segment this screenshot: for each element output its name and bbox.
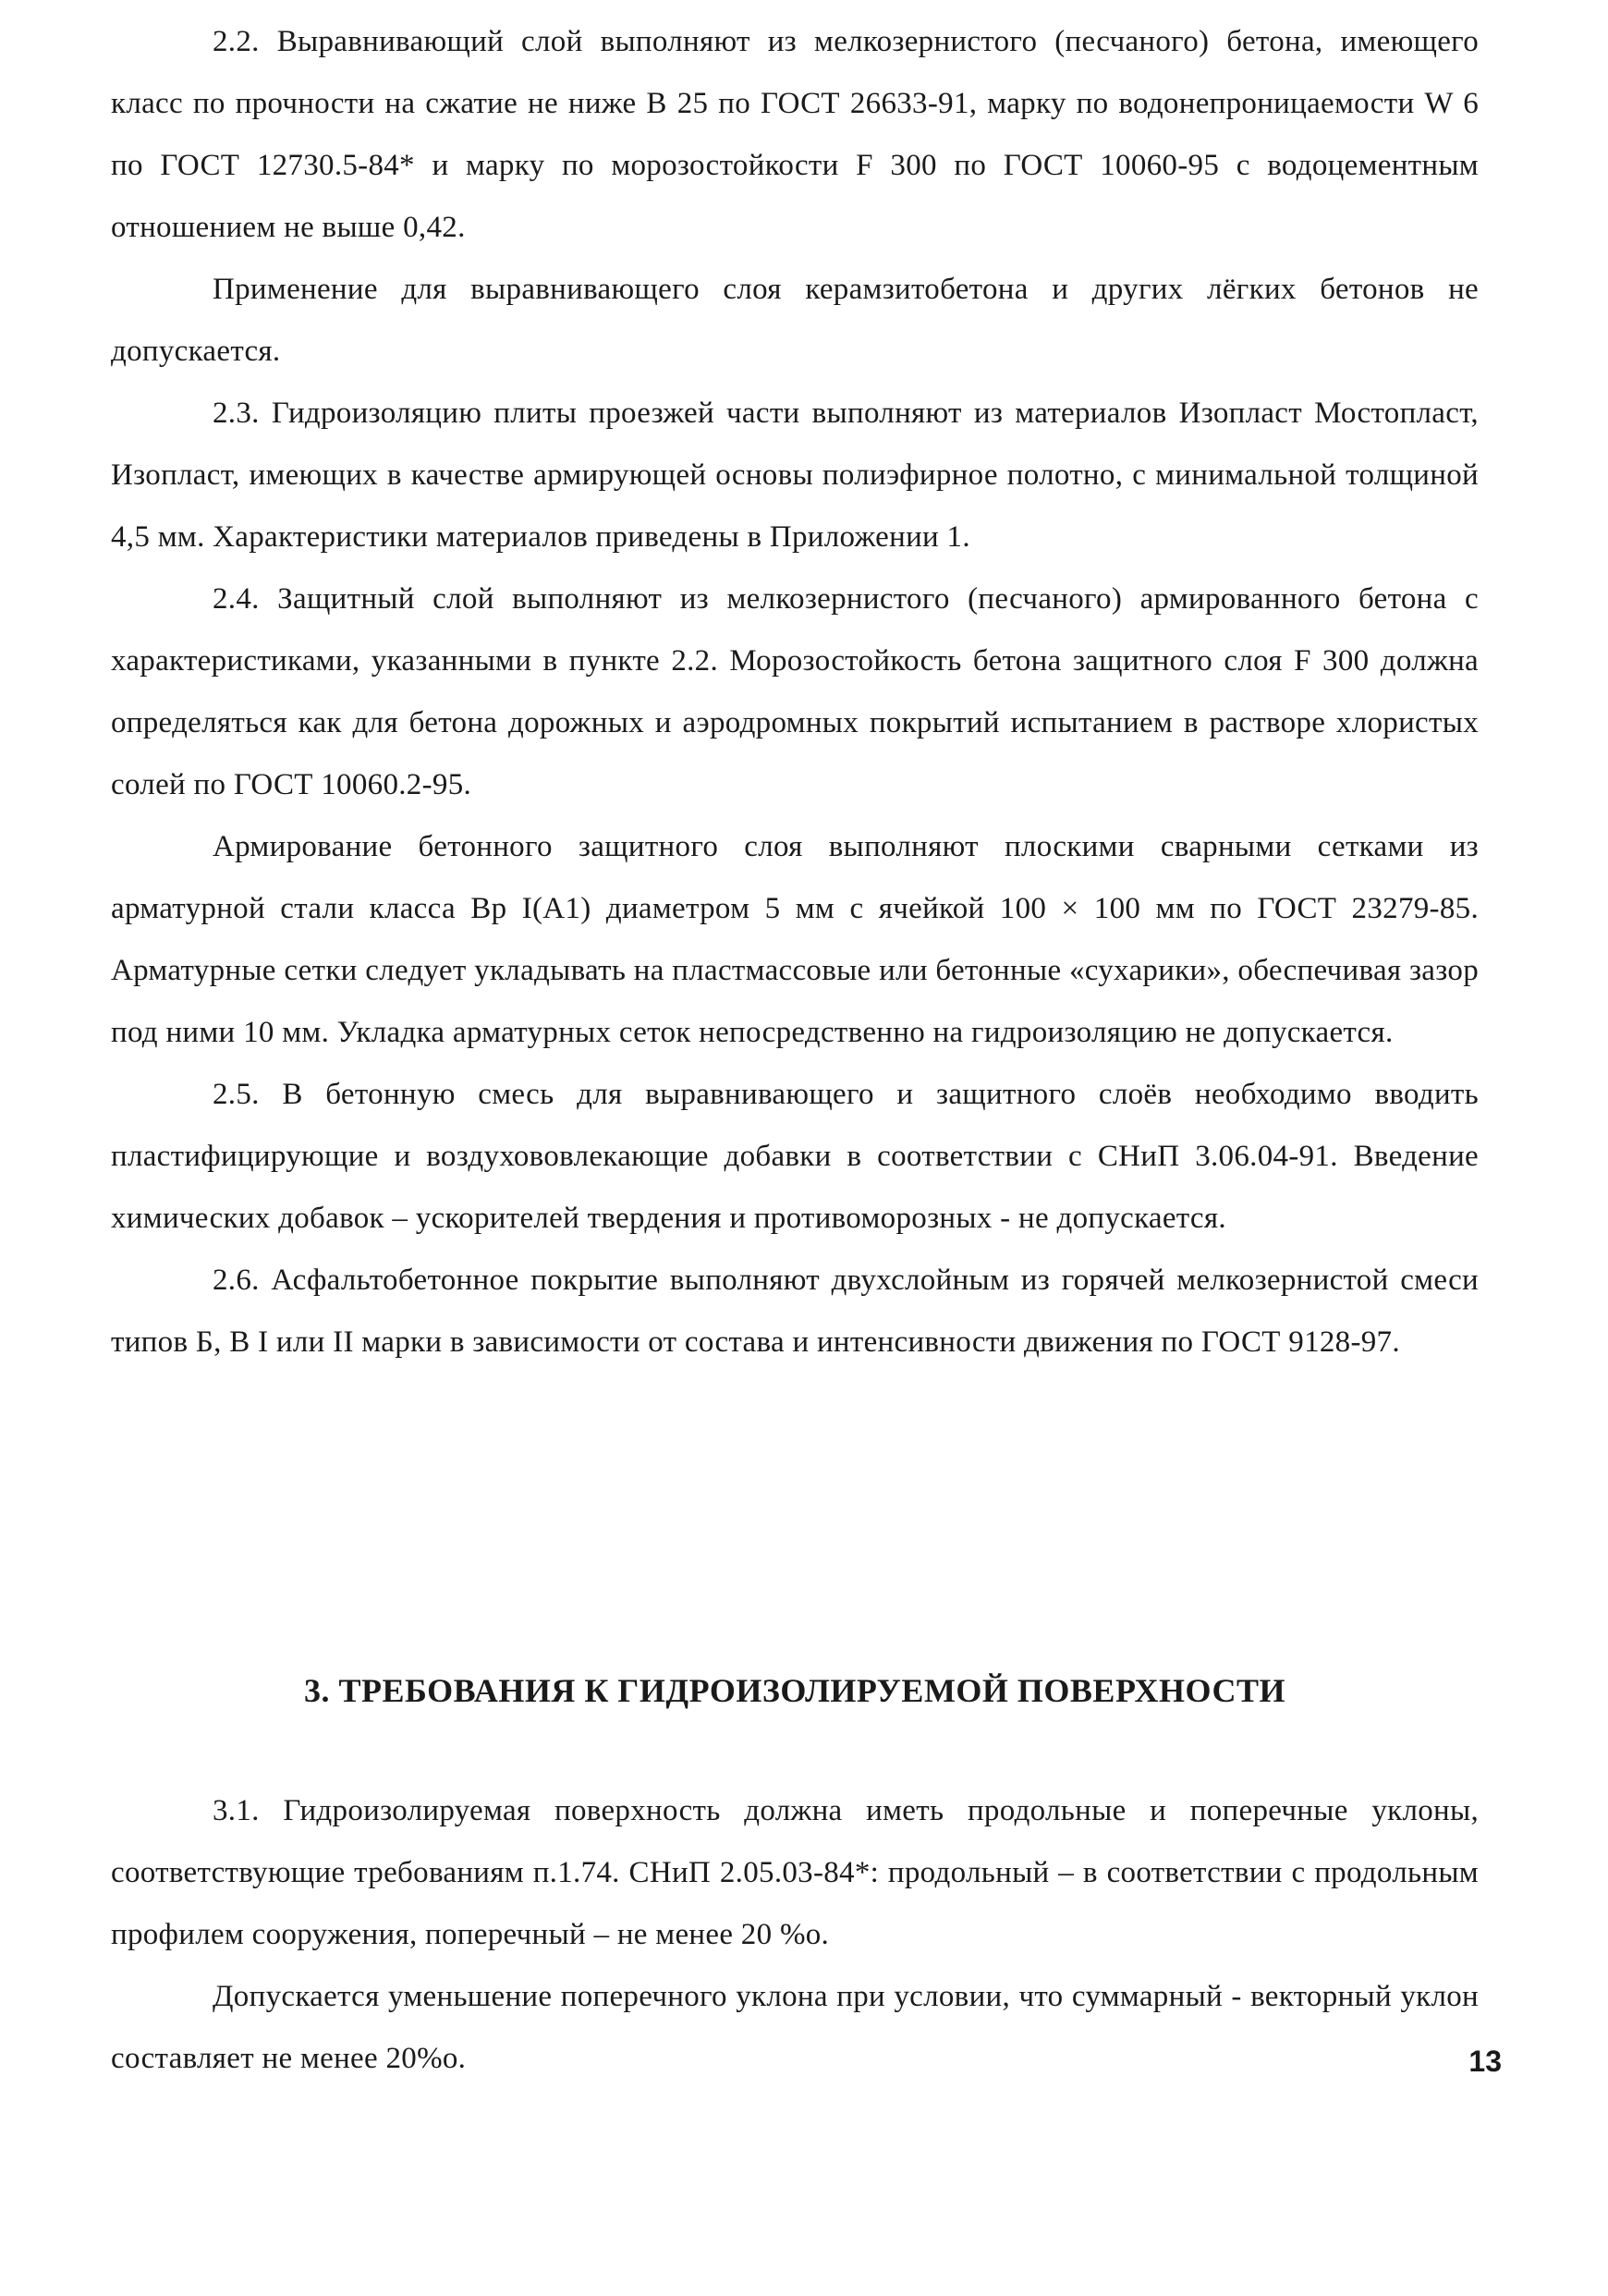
section-2-body <box>111 11 1479 1374</box>
paragraph-3-1-note: Допускается уменьшение поперечного уклона при условии, что суммарный - векторный уклон составляет не менее 20%о. <box>111 1980 1479 2075</box>
section-3-heading: 3. ТРЕБОВАНИЯ К ГИДРОИЗОЛИРУЕМОЙ ПОВЕРХНОСТИ <box>304 1672 1285 1709</box>
paragraph-2-2-note: Применение для выравнивающего слоя керамзитобетона и других лёгких бетонов не допускается. <box>111 273 1479 368</box>
paragraph-2-2: 2.2. Выравнивающий слой выполняют из мелкозернистого (песчаного) бетона, имеющего класс по прочности на сжатие не ниже В 25 по ГОСТ 26633-91, марку по водонепроницаемости W 6 по ГОСТ 12730.5-84* и марку по морозостойкости F 300 по ГОСТ 10060-95 с водоцементным отношением не выше 0,42. <box>111 25 1479 244</box>
paragraph-2-5: 2.5. В бетонную смесь для выравнивающего и защитного слоёв необходимо вводить пластифицирующие и воздухововлекающие добавки в соответствии с СНиП 3.06.04-91. Введение химических добавок – ускорителей твердения и противоморозных - не допускается. <box>111 1078 1479 1235</box>
paragraph-2-4-reinforcement: Армирование бетонного защитного слоя выполняют плоскими сварными сетками из арматурной стали класса Вр I(А1) диаметром 5 мм с ячейкой 100 × 100 мм по ГОСТ 23279-85. Арматурные сетки следует укладывать на пластмассовые или бетонные «сухарики», обеспечивая зазор под ними 10 мм. Укладка арматурных сеток непосредственно на гидроизоляцию не допускается. <box>111 830 1479 1049</box>
paragraph-3-1: 3.1. Гидроизолируемая поверхность должна иметь продольные и поперечные уклоны, соответствующие требованиям п.1.74. СНиП 2.05.03-84*: продольный – в соответствии с продольным профилем сооружения, поперечный – не менее 20 %о. <box>111 1794 1479 1951</box>
page-number: 13 <box>1468 2045 1502 2078</box>
paragraph-2-4: 2.4. Защитный слой выполняют из мелкозернистого (песчаного) армированного бетона с характеристиками, указанными в пункте 2.2. Морозостойкость бетона защитного слоя F 300 должна определяться как для бетона дорожных и аэродромных покрытий испытанием в растворе хлористых солей по ГОСТ 10060.2-95. <box>111 582 1479 801</box>
paragraph-2-3: 2.3. Гидроизоляцию плиты проезжей части выполняют из материалов Изопласт Мостопласт, Изопласт, имеющих в качестве армирующей основы полиэфирное полотно, с минимальной толщиной 4,5 мм. Характеристики материалов приведены в Приложении 1. <box>111 397 1479 554</box>
section-3-body <box>111 1780 1479 2090</box>
paragraph-2-6: 2.6. Асфальтобетонное покрытие выполняют двухслойным из горячей мелкозернистой смеси типов Б, В I или II марки в зависимости от состава и интенсивности движения по ГОСТ 9128-97. <box>111 1264 1479 1359</box>
